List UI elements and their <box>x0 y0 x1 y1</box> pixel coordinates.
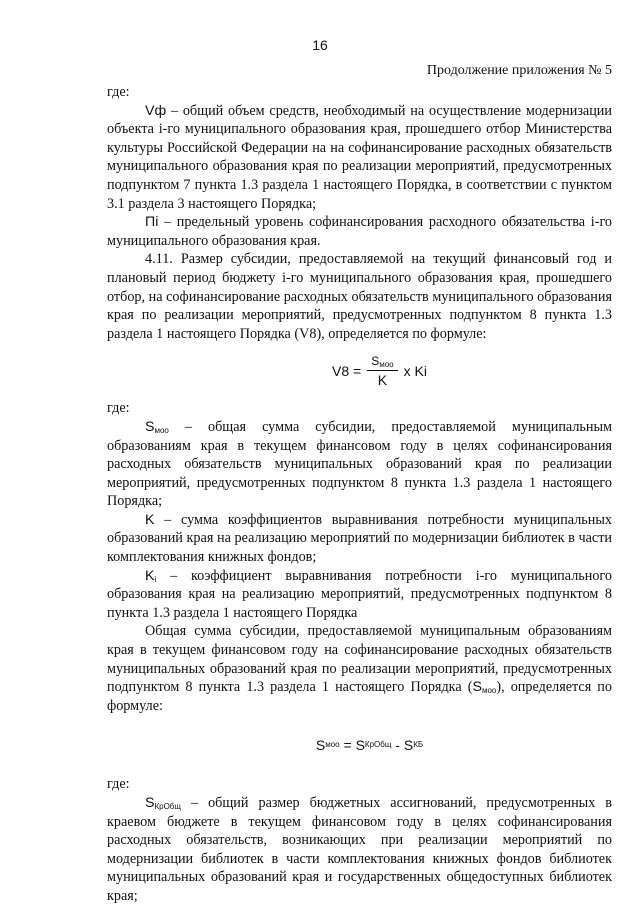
paragraph-total-subsidy <box>107 622 612 715</box>
formula-v8-lhs: V8 = <box>332 363 362 380</box>
formula-v8-numerator <box>367 353 397 371</box>
definition-k <box>107 511 612 567</box>
definition-skrobshch-text: – общий размер бюджетных ассигнований, предусмотренных в краевом бюджете в текущем финансовом году в целях софинансирования расходных обязательств, возникающих при реализации мероприятий по модернизации библиотек в части комплектования книжных фондов библиотек муниципальных образований края и государственных общедоступных библиотек края; <box>107 795 612 904</box>
symbol-smoo: S <box>145 418 155 435</box>
symbol-skrobshch-sub: КрОбщ <box>154 802 181 811</box>
total-subsidy-symbol: S <box>472 679 482 696</box>
symbol-skrobshch: S <box>145 795 155 811</box>
symbol-k: K <box>145 511 155 528</box>
definition-vf-text: – общий объем средств, необходимый на осуществление модернизации объекта i-го муниципального образования края, прошедшего отбор Министерства культуры Российской Федерации на на софинансирование расходных обязательств муниципального образования края по реализации мероприятий, предусмотренных подпунктом 7 пункта 1.3 раздела 1 настоящего Порядка, в соответствии с пунктом 3.1 раздела 3 настоящего Порядка; <box>107 102 612 212</box>
where-label-3: где: <box>107 776 130 793</box>
formula-smoo-s2: S <box>355 737 365 754</box>
where-label-1: где: <box>107 84 130 100</box>
where-label-2: где: <box>107 400 130 417</box>
formula-v8-num-symbol: S <box>371 354 380 369</box>
document-body <box>107 83 612 906</box>
total-subsidy-text: Общая сумма субсидии, предоставляемой муниципальным образованиям края в текущем финансовом году на софинансирование расходных обязательств муниципальных образований края по реализации мероприятий, предусмотренных подпунктом 8 пункта 1.3 раздела 1 настоящего Порядка ( <box>107 623 612 696</box>
formula-v8-num-sub: моо <box>379 360 394 370</box>
definition-pi <box>107 213 612 250</box>
definition-k-text: – сумма коэффициентов выравнивания потребности муниципальных образований края на реализацию мероприятий по модернизации библиотек в части комплектования книжных фондов; <box>107 511 612 566</box>
formula-v8 <box>107 343 612 399</box>
formula-v8-tail: x Ki <box>403 363 427 380</box>
formula-smoo-eq: = <box>339 737 356 754</box>
formula-v8-denominator: K <box>377 372 388 389</box>
total-subsidy-end: ), определяется по формуле: <box>107 679 612 714</box>
page-number: 16 <box>312 37 328 53</box>
paragraph-4-11: 4.11. Размер субсидии, предоставляемой на текущий финансовый год и плановый период бюджету i-го муниципального образования края, прошедшего отбор, на софинансирование расходных обязательств муниципального образования края по реализации мероприятий, предусмотренных подпунктом 8 пункта 1.3 раздела 1 настоящего Порядка (V8), определяется по формуле: <box>107 251 612 342</box>
definition-skrobshch <box>107 794 612 906</box>
formula-smoo: S моо = S КрОбщ - S КБ <box>315 737 424 754</box>
formula-v8-fraction <box>367 353 397 389</box>
symbol-pi: Пi <box>145 214 159 231</box>
definition-smoo <box>107 418 612 511</box>
symbol-vf: Vф <box>145 102 167 119</box>
symbol-ki: K <box>145 567 155 584</box>
definition-ki-text: – коэффициент выравнивания потребности i-го муниципального образования края на реализацию мероприятий, предусмотренных подпунктом 8 пункта 1.3 раздела 1 настоящего Порядка <box>107 567 612 621</box>
definition-vf <box>107 102 612 214</box>
formula-smoo-s3: S <box>403 737 414 754</box>
symbol-smoo-sub: моо <box>154 425 169 435</box>
definition-pi-text: – предельный уровень софинансирования расходного обязательства i-го муниципального образования края. <box>107 214 612 249</box>
definition-smoo-text: – общая сумма субсидии, предоставляемой муниципальным образованиям края в текущем финансовом году в целях софинансирования расходных обязательств муниципальных образований края по реализации мероприятий, предусмотренных подпунктом 8 пункта 1.3 раздела 1 настоящего Порядка; <box>107 418 612 510</box>
formula-smoo-minus: - <box>391 737 404 754</box>
formula-smoo-s1: S <box>315 737 326 754</box>
total-subsidy-sub: моо <box>481 686 497 696</box>
definition-ki <box>107 567 612 623</box>
symbol-ki-sub: i <box>154 574 157 584</box>
appendix-note: Продолжение приложения № 5 <box>426 63 612 78</box>
